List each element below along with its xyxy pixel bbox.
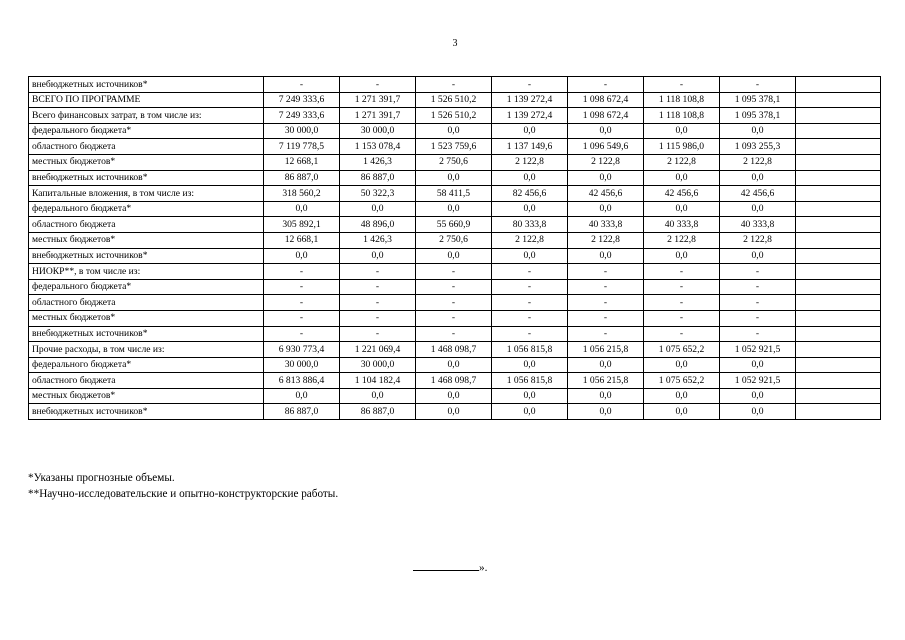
- table-cell: 50 322,3: [340, 186, 416, 202]
- footnote-forecast: *Указаны прогнозные объемы.: [28, 472, 175, 484]
- table-cell: 1 098 672,4: [568, 92, 644, 108]
- table-cell: 0,0: [720, 388, 796, 404]
- table-cell: 318 560,2: [264, 186, 340, 202]
- table-cell: 0,0: [568, 404, 644, 420]
- table-cell: -: [720, 264, 796, 280]
- table-cell: 0,0: [492, 123, 568, 139]
- page-number: 3: [452, 38, 458, 49]
- row-label: федерального бюджета*: [29, 279, 264, 295]
- table-cell: -: [568, 295, 644, 311]
- row-label: местных бюджетов*: [29, 388, 264, 404]
- table-cell: [796, 123, 881, 139]
- table-row: [29, 170, 881, 186]
- table-cell: -: [720, 295, 796, 311]
- table-cell: -: [568, 326, 644, 342]
- table-row: [29, 248, 881, 264]
- table-cell: 48 896,0: [340, 217, 416, 233]
- row-label: федерального бюджета*: [29, 357, 264, 373]
- table-cell: 0,0: [644, 170, 720, 186]
- table-row: [29, 92, 881, 108]
- table-cell: 1 271 391,7: [340, 92, 416, 108]
- table-row: [29, 310, 881, 326]
- table-cell: 0,0: [264, 248, 340, 264]
- table-row: [29, 108, 881, 124]
- table-cell: 40 333,8: [720, 217, 796, 233]
- table-cell: 1 104 182,4: [340, 373, 416, 389]
- table-cell: [796, 264, 881, 280]
- table-row: [29, 342, 881, 358]
- row-label: внебюджетных источников*: [29, 326, 264, 342]
- table-cell: 1 118 108,8: [644, 108, 720, 124]
- table-cell: -: [720, 77, 796, 93]
- table-cell: -: [644, 77, 720, 93]
- table-cell: -: [568, 279, 644, 295]
- table-cell: 0,0: [644, 404, 720, 420]
- table-cell: 40 333,8: [644, 217, 720, 233]
- table-cell: 55 660,9: [416, 217, 492, 233]
- table-cell: 1 052 921,5: [720, 373, 796, 389]
- table-cell: 12 668,1: [264, 232, 340, 248]
- table-cell: 0,0: [264, 201, 340, 217]
- table-cell: 1 118 108,8: [644, 92, 720, 108]
- table-cell: 0,0: [492, 357, 568, 373]
- table-cell: 0,0: [416, 201, 492, 217]
- table-cell: 0,0: [416, 248, 492, 264]
- footnotes: [28, 470, 338, 502]
- table-cell: -: [264, 264, 340, 280]
- table-cell: 2 122,8: [492, 232, 568, 248]
- table-cell: [796, 295, 881, 311]
- table-cell: 30 000,0: [340, 357, 416, 373]
- table-cell: -: [644, 326, 720, 342]
- table-cell: -: [340, 326, 416, 342]
- table-cell: 0,0: [568, 201, 644, 217]
- table-row: [29, 388, 881, 404]
- table-cell: 1 075 652,2: [644, 373, 720, 389]
- table-cell: -: [492, 295, 568, 311]
- table-cell: 80 333,8: [492, 217, 568, 233]
- table-cell: [796, 139, 881, 155]
- table-row: [29, 357, 881, 373]
- table-cell: [796, 373, 881, 389]
- table-cell: -: [568, 77, 644, 93]
- table-cell: [796, 217, 881, 233]
- table-row: [29, 123, 881, 139]
- table-cell: -: [264, 279, 340, 295]
- table-cell: -: [644, 295, 720, 311]
- table-cell: 86 887,0: [264, 404, 340, 420]
- table-cell: 0,0: [720, 201, 796, 217]
- table-cell: 1 523 759,6: [416, 139, 492, 155]
- row-label: областного бюджета: [29, 295, 264, 311]
- table-cell: [796, 170, 881, 186]
- table-cell: [796, 248, 881, 264]
- table-cell: -: [492, 326, 568, 342]
- table-cell: -: [340, 310, 416, 326]
- table-cell: 0,0: [340, 201, 416, 217]
- row-label: внебюджетных источников*: [29, 248, 264, 264]
- table-cell: 86 887,0: [340, 170, 416, 186]
- table-cell: 0,0: [720, 170, 796, 186]
- row-label: местных бюджетов*: [29, 232, 264, 248]
- table-cell: 0,0: [568, 248, 644, 264]
- table-cell: 58 411,5: [416, 186, 492, 202]
- table-cell: -: [644, 264, 720, 280]
- table-cell: 1 093 255,3: [720, 139, 796, 155]
- table-row: [29, 139, 881, 155]
- table-cell: 1 056 815,8: [492, 342, 568, 358]
- table-cell: 1 075 652,2: [644, 342, 720, 358]
- table-cell: 305 892,1: [264, 217, 340, 233]
- table-cell: 2 122,8: [644, 154, 720, 170]
- table-row: [29, 154, 881, 170]
- table-cell: 0,0: [720, 357, 796, 373]
- table-cell: 2 122,8: [720, 232, 796, 248]
- row-label: Капитальные вложения, в том числе из:: [29, 186, 264, 202]
- row-label: ВСЕГО ПО ПРОГРАММЕ: [29, 92, 264, 108]
- table-cell: -: [416, 310, 492, 326]
- table-row: [29, 217, 881, 233]
- table-cell: 0,0: [644, 201, 720, 217]
- table-cell: -: [492, 279, 568, 295]
- table-cell: 1 056 815,8: [492, 373, 568, 389]
- table-cell: 30 000,0: [340, 123, 416, 139]
- table-row: [29, 295, 881, 311]
- table-cell: 1 052 921,5: [720, 342, 796, 358]
- table-cell: -: [568, 310, 644, 326]
- row-label: местных бюджетов*: [29, 154, 264, 170]
- table-cell: 1 095 378,1: [720, 92, 796, 108]
- table-cell: [796, 154, 881, 170]
- table-cell: -: [340, 279, 416, 295]
- table-cell: 0,0: [568, 357, 644, 373]
- table-cell: 2 122,8: [644, 232, 720, 248]
- table-cell: 0,0: [644, 357, 720, 373]
- row-label: областного бюджета: [29, 139, 264, 155]
- table-cell: 2 122,8: [568, 154, 644, 170]
- row-label: НИОКР**, в том числе из:: [29, 264, 264, 280]
- table-cell: -: [720, 279, 796, 295]
- table-cell: [796, 279, 881, 295]
- table-cell: 0,0: [720, 248, 796, 264]
- table-cell: 2 750,6: [416, 232, 492, 248]
- table-cell: 42 456,6: [644, 186, 720, 202]
- table-cell: 0,0: [416, 388, 492, 404]
- table-cell: 0,0: [340, 388, 416, 404]
- table-row: [29, 232, 881, 248]
- table-cell: -: [644, 279, 720, 295]
- table-cell: 42 456,6: [720, 186, 796, 202]
- table-cell: 0,0: [568, 170, 644, 186]
- table-cell: -: [264, 295, 340, 311]
- row-label: внебюджетных источников*: [29, 77, 264, 93]
- table-cell: 30 000,0: [264, 357, 340, 373]
- table-cell: 0,0: [568, 388, 644, 404]
- table-cell: -: [416, 295, 492, 311]
- table-cell: -: [416, 326, 492, 342]
- table-cell: -: [720, 326, 796, 342]
- row-label: Прочие расходы, в том числе из:: [29, 342, 264, 358]
- table-row: [29, 404, 881, 420]
- table-cell: -: [340, 295, 416, 311]
- table-cell: 40 333,8: [568, 217, 644, 233]
- table-cell: [796, 108, 881, 124]
- table-cell: 1 153 078,4: [340, 139, 416, 155]
- table-cell: 82 456,6: [492, 186, 568, 202]
- table-cell: [796, 404, 881, 420]
- table-cell: 1 139 272,4: [492, 108, 568, 124]
- table-cell: 0,0: [644, 388, 720, 404]
- table-cell: -: [492, 77, 568, 93]
- table-cell: -: [720, 310, 796, 326]
- row-label: внебюджетных источников*: [29, 404, 264, 420]
- table-cell: 1 468 098,7: [416, 373, 492, 389]
- table-cell: [796, 201, 881, 217]
- table-cell: [796, 77, 881, 93]
- table-row: [29, 279, 881, 295]
- table-cell: -: [416, 279, 492, 295]
- table-cell: [796, 310, 881, 326]
- table-cell: -: [264, 77, 340, 93]
- table-cell: -: [264, 310, 340, 326]
- table-cell: 0,0: [264, 388, 340, 404]
- row-label: федерального бюджета*: [29, 123, 264, 139]
- table-cell: -: [340, 264, 416, 280]
- table-cell: 0,0: [720, 123, 796, 139]
- table-cell: 0,0: [416, 123, 492, 139]
- table-cell: 1 098 672,4: [568, 108, 644, 124]
- row-label: местных бюджетов*: [29, 310, 264, 326]
- table-cell: 1 139 272,4: [492, 92, 568, 108]
- financing-table-body: [29, 77, 881, 420]
- row-label: федерального бюджета*: [29, 201, 264, 217]
- table-cell: 6 813 886,4: [264, 373, 340, 389]
- table-cell: [796, 388, 881, 404]
- table-cell: 2 122,8: [568, 232, 644, 248]
- closing-quote: ».: [479, 562, 488, 574]
- table-cell: 0,0: [416, 170, 492, 186]
- table-cell: 1 137 149,6: [492, 139, 568, 155]
- table-cell: 1 221 069,4: [340, 342, 416, 358]
- table-cell: 2 122,8: [492, 154, 568, 170]
- table-cell: 0,0: [644, 248, 720, 264]
- table-cell: [796, 357, 881, 373]
- table-cell: -: [416, 77, 492, 93]
- table-cell: 1 056 215,8: [568, 373, 644, 389]
- table-cell: 86 887,0: [264, 170, 340, 186]
- row-label: Всего финансовых затрат, в том числе из:: [29, 108, 264, 124]
- table-cell: 0,0: [568, 123, 644, 139]
- table-cell: 1 095 378,1: [720, 108, 796, 124]
- table-cell: 7 119 778,5: [264, 139, 340, 155]
- table-cell: 1 056 215,8: [568, 342, 644, 358]
- table-row: [29, 201, 881, 217]
- closing-mark: [413, 560, 487, 574]
- table-cell: 0,0: [492, 248, 568, 264]
- table-cell: 1 526 510,2: [416, 108, 492, 124]
- table-cell: 7 249 333,6: [264, 108, 340, 124]
- table-cell: 1 526 510,2: [416, 92, 492, 108]
- table-cell: 0,0: [720, 404, 796, 420]
- row-label: областного бюджета: [29, 217, 264, 233]
- table-cell: 30 000,0: [264, 123, 340, 139]
- table-cell: 7 249 333,6: [264, 92, 340, 108]
- table-cell: -: [644, 310, 720, 326]
- table-cell: 2 122,8: [720, 154, 796, 170]
- table-cell: 2 750,6: [416, 154, 492, 170]
- table-cell: [796, 186, 881, 202]
- table-cell: 1 426,3: [340, 154, 416, 170]
- row-label: областного бюджета: [29, 373, 264, 389]
- table-cell: 0,0: [492, 170, 568, 186]
- table-cell: -: [416, 264, 492, 280]
- table-row: [29, 326, 881, 342]
- row-label: внебюджетных источников*: [29, 170, 264, 186]
- table-cell: 12 668,1: [264, 154, 340, 170]
- table-cell: 1 426,3: [340, 232, 416, 248]
- table-row: [29, 264, 881, 280]
- table-cell: 1 115 986,0: [644, 139, 720, 155]
- table-cell: 0,0: [340, 248, 416, 264]
- table-cell: 86 887,0: [340, 404, 416, 420]
- table-cell: 42 456,6: [568, 186, 644, 202]
- table-cell: 6 930 773,4: [264, 342, 340, 358]
- footnote-niokr: **Научно-исследовательские и опытно-конструкторские работы.: [28, 488, 339, 500]
- table-row: [29, 77, 881, 93]
- table-cell: 0,0: [492, 404, 568, 420]
- table-cell: -: [568, 264, 644, 280]
- table-cell: 1 271 391,7: [340, 108, 416, 124]
- table-cell: 0,0: [416, 357, 492, 373]
- table-cell: 1 468 098,7: [416, 342, 492, 358]
- table-cell: 0,0: [492, 201, 568, 217]
- table-cell: [796, 232, 881, 248]
- table-cell: -: [492, 310, 568, 326]
- table-cell: 0,0: [416, 404, 492, 420]
- blank-underline: [413, 560, 479, 571]
- table-cell: [796, 92, 881, 108]
- table-cell: [796, 326, 881, 342]
- table-row: [29, 186, 881, 202]
- table-cell: -: [264, 326, 340, 342]
- table-cell: [796, 342, 881, 358]
- table-cell: 0,0: [644, 123, 720, 139]
- table-cell: -: [492, 264, 568, 280]
- table-row: [29, 373, 881, 389]
- table-cell: -: [340, 77, 416, 93]
- table-cell: 1 096 549,6: [568, 139, 644, 155]
- table-cell: 0,0: [492, 388, 568, 404]
- financing-table: [28, 76, 881, 420]
